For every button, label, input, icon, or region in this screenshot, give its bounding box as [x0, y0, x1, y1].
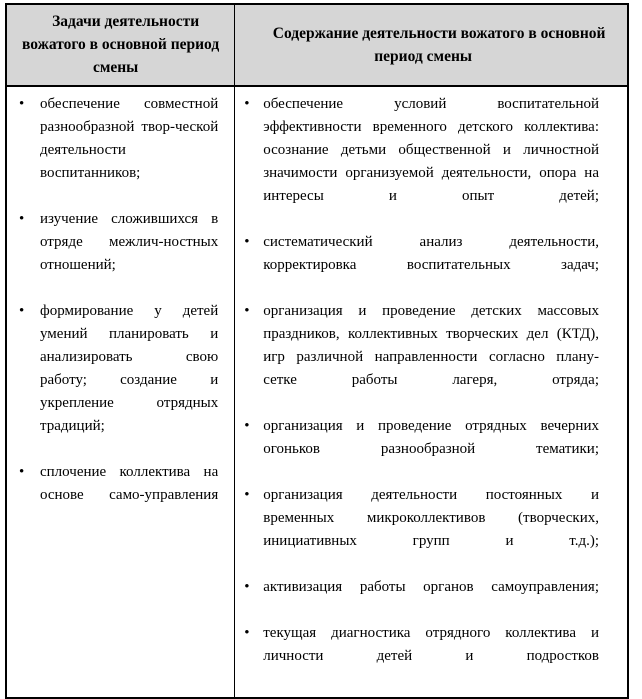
bullet-icon: • — [19, 303, 25, 319]
list-item-text: организация деятельности постоянных и временных микроколлективов (творческих, инициативных групп и т.д.); — [263, 487, 599, 549]
table-cell-right-column — [235, 86, 628, 698]
list-item — [235, 93, 613, 231]
bullet-icon: • — [19, 211, 25, 227]
table-header-left-text: Задачи деятельности вожатого в основной период смены — [22, 13, 220, 76]
bullet-icon: • — [244, 234, 250, 250]
list-item-text: обеспечение совместной разнообразной твор-ческой деятельности воспитанников; — [40, 96, 219, 181]
list-item-text: обеспечение условий воспитательной эффективности временного детского коллектива: осознание детьми общественной и личностной значимости организуемой деятельности, опора на интересы и опыт детей; — [263, 96, 599, 204]
list-item — [7, 93, 226, 208]
list-item-text: организация и проведение детских массовых праздников, коллективных творческих дел (КТД), игр различной направленности согласно плану-сетке работы лагеря, отряда; — [263, 303, 599, 388]
list-item — [235, 484, 613, 576]
left-column-bullet-list — [7, 93, 226, 530]
list-item-text: формирование у детей умений планировать и анализировать свою работу; создание и укрепление отрядных традиций; — [40, 303, 219, 434]
list-item — [7, 461, 226, 530]
list-item-text: текущая диагностика отрядного коллектива и личности детей и подростков — [263, 625, 599, 664]
list-item — [235, 231, 613, 300]
bullet-icon: • — [19, 96, 25, 112]
list-item-text: организация и проведение отрядных вечерних огоньков разнообразной тематики; — [263, 418, 599, 457]
list-item-text: активизация работы органов самоуправления; — [263, 579, 599, 595]
list-item-text: систематический анализ деятельности, корректировка воспитательных задач; — [263, 234, 599, 273]
bullet-icon: • — [19, 464, 25, 480]
table-header-row — [6, 4, 628, 86]
bullet-icon: • — [244, 418, 250, 434]
table-header-cell-left — [6, 4, 235, 86]
right-column-bullet-list — [235, 93, 613, 691]
list-item — [235, 576, 613, 622]
list-item — [235, 622, 613, 691]
bullet-icon: • — [244, 579, 250, 595]
table-header-cell-right — [235, 4, 628, 86]
list-item — [235, 415, 613, 484]
bullet-icon: • — [244, 96, 250, 112]
list-item-text: изучение сложившихся в отряде межлич-ностных отношений; — [40, 211, 219, 273]
list-item — [7, 300, 226, 461]
table-header-right-text: Содержание деятельности вожатого в основной период смены — [272, 24, 606, 65]
list-item — [235, 300, 613, 415]
bullet-icon: • — [244, 487, 250, 503]
list-item — [7, 208, 226, 300]
bullet-icon: • — [244, 625, 250, 641]
table-body-row — [6, 86, 628, 698]
two-column-table — [5, 3, 629, 699]
table-cell-left-column — [6, 86, 235, 698]
list-item-text: сплочение коллектива на основе само-управления — [40, 464, 219, 503]
bullet-icon: • — [244, 303, 250, 319]
